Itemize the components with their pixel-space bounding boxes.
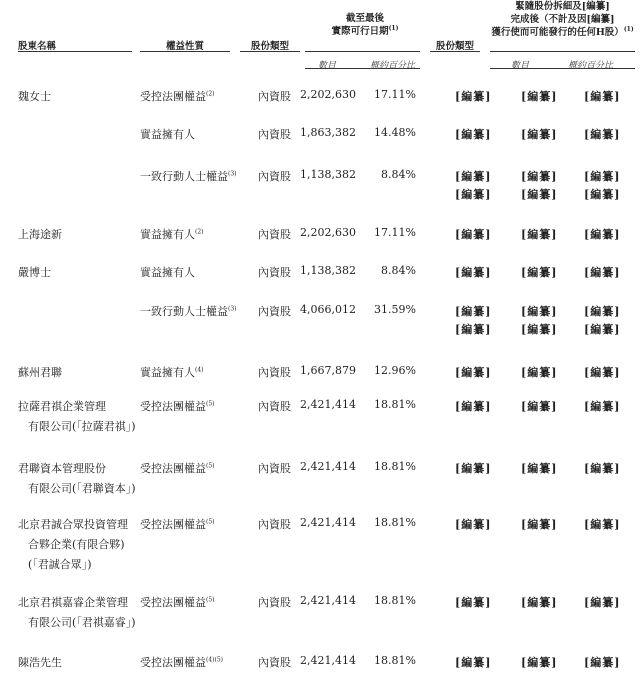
subheader-count-1: 數目	[318, 61, 337, 71]
redacted-share-class: [編纂]	[455, 400, 492, 413]
share-class: 內資股	[258, 90, 291, 103]
shareholder-name: 北京君祺嘉睿企業管理	[18, 596, 128, 609]
redacted-share-percent: [編纂]	[584, 400, 621, 413]
redacted-share-class: [編纂]	[455, 228, 492, 241]
share-class: 內資股	[258, 228, 291, 241]
redacted-share-count: [編纂]	[521, 305, 558, 318]
shareholder-name: 蘇州君聯	[18, 366, 62, 379]
subheader-count-2: 數目	[511, 61, 530, 71]
nature-of-interest: 實益擁有人	[140, 266, 195, 279]
redacted-share-count: [編纂]	[521, 366, 558, 379]
share-percent: 12.96%	[374, 364, 416, 377]
share-percent: 17.11%	[374, 88, 416, 101]
redacted-share-count: [編纂]	[521, 228, 558, 241]
redacted-share-count: [編纂]	[521, 170, 558, 183]
share-percent: 8.84%	[381, 264, 416, 277]
redacted-share-class: [編纂]	[455, 366, 492, 379]
share-percent: 17.11%	[374, 226, 416, 239]
nature-of-interest: 實益擁有人$^{(2)}$	[140, 228, 204, 241]
header-shareholder: 股東名稱	[18, 41, 57, 52]
redacted-share-count: [編纂]	[521, 128, 558, 141]
redacted-share-percent: [編纂]	[584, 596, 621, 609]
shareholder-name: 嚴博士	[18, 266, 51, 279]
share-class: 內資股	[258, 518, 291, 531]
nature-of-interest: 受控法團權益$^{(4)(5)}$	[140, 656, 223, 669]
redacted-share-count: [編纂]	[521, 596, 558, 609]
shareholder-name: 拉薩君祺企業管理	[18, 400, 106, 413]
nature-of-interest: 受控法團權益$^{(5)}$	[140, 400, 215, 413]
redacted-share-percent: [編纂]	[584, 462, 621, 475]
share-count: 2,421,414	[300, 516, 356, 529]
shareholder-name: 有限公司(「君祺嘉睿」)	[28, 616, 136, 629]
redacted-share-percent: [編纂]	[584, 90, 621, 103]
header-share-class-2: 股份類型	[435, 41, 474, 52]
subheader-percent-2: 概約百分比	[568, 61, 614, 71]
share-count: 1,863,382	[300, 126, 356, 139]
shareholder-name: 北京君誠合眾投資管理	[18, 518, 128, 531]
share-count: 2,202,630	[300, 88, 356, 101]
redacted-share-count: [編纂]	[521, 90, 558, 103]
redacted-share-count: [編纂]	[521, 462, 558, 475]
nature-of-interest: 實益擁有人	[140, 128, 195, 141]
share-class: 內資股	[258, 305, 291, 318]
share-percent: 14.48%	[374, 126, 416, 139]
redacted-share-class: [編纂]	[455, 128, 492, 141]
redacted-share-percent: [編纂]	[584, 188, 621, 201]
share-class: 內資股	[258, 400, 291, 413]
redacted-share-percent: [編纂]	[584, 170, 621, 183]
share-class: 內資股	[258, 128, 291, 141]
redacted-share-percent: [編纂]	[584, 518, 621, 531]
redacted-share-class: [編纂]	[455, 462, 492, 475]
redacted-share-percent: [編纂]	[584, 266, 621, 279]
nature-of-interest: 受控法團權益$^{(5)}$	[140, 462, 215, 475]
share-count: 2,421,414	[300, 398, 356, 411]
share-percent: 18.81%	[374, 654, 416, 667]
shareholder-name: (「君誠合眾」)	[28, 558, 92, 571]
nature-of-interest: 受控法團權益$^{(2)}$	[140, 90, 215, 103]
subheader-percent-1: 概約百分比	[370, 61, 416, 71]
redacted-share-count: [編纂]	[521, 656, 558, 669]
nature-of-interest: 受控法團權益$^{(5)}$	[140, 518, 215, 531]
share-class: 內資股	[258, 596, 291, 609]
shareholder-name: 君聯資本管理股份	[18, 462, 106, 475]
share-percent: 18.81%	[374, 460, 416, 473]
redacted-share-percent: [編纂]	[584, 128, 621, 141]
redacted-share-class: [編纂]	[455, 90, 492, 103]
rule-shareholder	[18, 51, 132, 52]
redacted-share-class: [編纂]	[455, 323, 492, 336]
share-count: 2,202,630	[300, 226, 356, 239]
redacted-share-percent: [編纂]	[584, 366, 621, 379]
rule-class2	[430, 51, 480, 52]
shareholder-name: 陳浩先生	[18, 656, 62, 669]
rule-class1	[240, 51, 300, 52]
redacted-share-percent: [編纂]	[584, 305, 621, 318]
redacted-share-class: [編纂]	[455, 266, 492, 279]
shareholder-name: 有限公司(「君聯資本」)	[28, 482, 136, 495]
redacted-share-percent: [編纂]	[584, 323, 621, 336]
redacted-share-count: [編纂]	[521, 266, 558, 279]
share-percent: 8.84%	[381, 168, 416, 181]
share-count: 4,066,012	[300, 303, 356, 316]
header-nature: 權益性質	[165, 41, 204, 52]
redacted-share-percent: [編纂]	[584, 228, 621, 241]
share-count: 2,421,414	[300, 594, 356, 607]
nature-of-interest: 實益擁有人$^{(4)}$	[140, 366, 204, 379]
share-count: 2,421,414	[300, 460, 356, 473]
redacted-share-count: [編纂]	[521, 518, 558, 531]
share-class: 內資股	[258, 366, 291, 379]
redacted-share-class: [編纂]	[455, 305, 492, 318]
share-count: 1,667,879	[300, 364, 356, 377]
share-percent: 31.59%	[374, 303, 416, 316]
redacted-share-class: [編纂]	[455, 518, 492, 531]
rule-after	[490, 51, 635, 52]
redacted-share-class: [編纂]	[455, 596, 492, 609]
redacted-share-class: [編纂]	[455, 188, 492, 201]
nature-of-interest: 一致行動人士權益$^{(3)}$	[140, 170, 237, 183]
header-as-of-latest-date: 截至最後 實際可行日期$^{(1)}$	[331, 13, 399, 37]
share-count: 1,138,382	[300, 264, 356, 277]
share-class: 內資股	[258, 656, 291, 669]
redacted-share-percent: [編纂]	[584, 656, 621, 669]
redacted-share-class: [編纂]	[455, 656, 492, 669]
share-class: 內資股	[258, 266, 291, 279]
share-class: 內資股	[258, 170, 291, 183]
shareholder-name: 魏女士	[18, 90, 51, 103]
redacted-share-class: [編纂]	[455, 170, 492, 183]
header-share-class-1: 股份類型	[250, 41, 289, 52]
shareholder-name: 合夥企業(有限合夥)	[28, 538, 125, 551]
nature-of-interest: 一致行動人士權益$^{(3)}$	[140, 305, 237, 318]
share-percent: 18.81%	[374, 398, 416, 411]
redacted-share-count: [編纂]	[521, 400, 558, 413]
share-percent: 18.81%	[374, 516, 416, 529]
redacted-share-count: [編纂]	[521, 323, 558, 336]
nature-of-interest: 受控法團權益$^{(5)}$	[140, 596, 215, 609]
rule-nature	[140, 51, 230, 52]
rule-as-of	[305, 51, 420, 52]
share-class: 內資股	[258, 462, 291, 475]
header-after-completion: 緊隨股份拆細及[編纂] 完成後（不計及因[編纂] 獲行使而可能發行的任何H股）$^{(1)}$	[491, 1, 634, 38]
shareholder-name: 有限公司(「拉薩君祺」)	[28, 420, 136, 433]
redacted-share-count: [編纂]	[521, 188, 558, 201]
share-percent: 18.81%	[374, 594, 416, 607]
share-count: 2,421,414	[300, 654, 356, 667]
shareholder-name: 上海途新	[18, 228, 62, 241]
share-count: 1,138,382	[300, 168, 356, 181]
